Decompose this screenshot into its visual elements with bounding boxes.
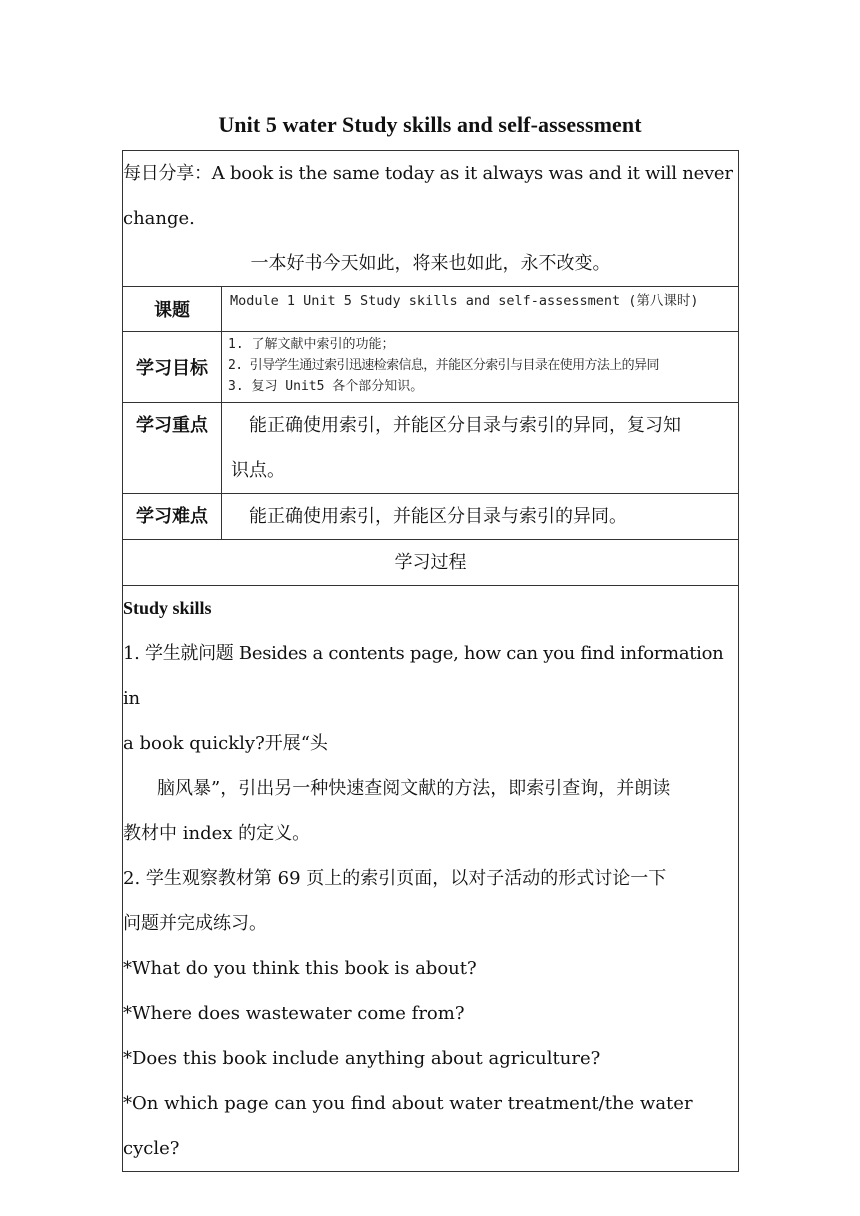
process-heading: Study skills [123, 598, 212, 618]
difficulties-label: 学习难点 [123, 494, 222, 540]
process-header-row [123, 540, 739, 586]
process-cell [123, 586, 739, 1172]
key-points-line-2: 识点。 [231, 460, 285, 481]
page-title: Unit 5 water Study skills and self-assessment [218, 112, 642, 137]
topic-value: Module 1 Unit 5 Study skills and self-assessment (第八课时) [230, 293, 699, 309]
process-line-3: 脑风暴”，引出另一种快速查阅文献的方法，即索引查询，并朗读 [157, 778, 671, 799]
daily-share-row [123, 151, 739, 287]
difficulties-text: 能正确使用索引，并能区分目录与索引的异同。 [249, 506, 627, 527]
daily-share-line-1: 每日分享：A book is the same today as it always was and it will never [123, 163, 733, 184]
difficulties-cell [222, 494, 739, 540]
topic-cell [222, 287, 739, 332]
lesson-plan-table [122, 150, 739, 1172]
daily-share-line-2: change. [123, 208, 195, 229]
process-header: 学习过程 [123, 540, 739, 586]
question-4: *On which page can you find about water treatment/the water cycle? [123, 1093, 693, 1159]
key-points-label: 学习重点 [123, 403, 222, 494]
key-points-row [123, 403, 739, 494]
key-points-cell [222, 403, 739, 494]
question-1: *What do you think this book is about? [123, 958, 477, 979]
difficulties-row [123, 494, 739, 540]
question-2: *Where does wastewater come from? [123, 1003, 465, 1024]
daily-share-translation: 一本好书今天如此，将来也如此，永不改变。 [250, 253, 611, 274]
objective-item-2: 2. 引导学生通过索引迅速检索信息，并能区分索引与目录在使用方法上的异同 [228, 358, 659, 373]
objectives-cell [222, 332, 739, 403]
process-line-4: 教材中 index 的定义。 [123, 823, 311, 844]
topic-row [123, 287, 739, 332]
objectives-row [123, 332, 739, 403]
process-line-1: 1. 学生就问题 Besides a contents page, how can you find information in [123, 643, 724, 709]
objective-item-3: 3. 复习 Unit5 各个部分知识。 [228, 379, 424, 394]
question-3: *Does this book include anything about agriculture? [123, 1048, 601, 1069]
process-line-5: 2. 学生观察教材第 69 页上的索引页面，以对子活动的形式讨论一下 [123, 868, 667, 889]
process-line-6: 问题并完成练习。 [123, 913, 267, 934]
process-line-2: a book quickly?开展“头 [123, 733, 328, 754]
objectives-label: 学习目标 [123, 332, 222, 403]
objective-item-1: 1. 了解文献中索引的功能； [228, 337, 395, 352]
process-row [123, 586, 739, 1172]
topic-label: 课题 [123, 287, 222, 332]
daily-share-cell [123, 151, 739, 287]
key-points-line-1: 能正确使用索引，并能区分目录与索引的异同，复习知 [249, 415, 681, 436]
